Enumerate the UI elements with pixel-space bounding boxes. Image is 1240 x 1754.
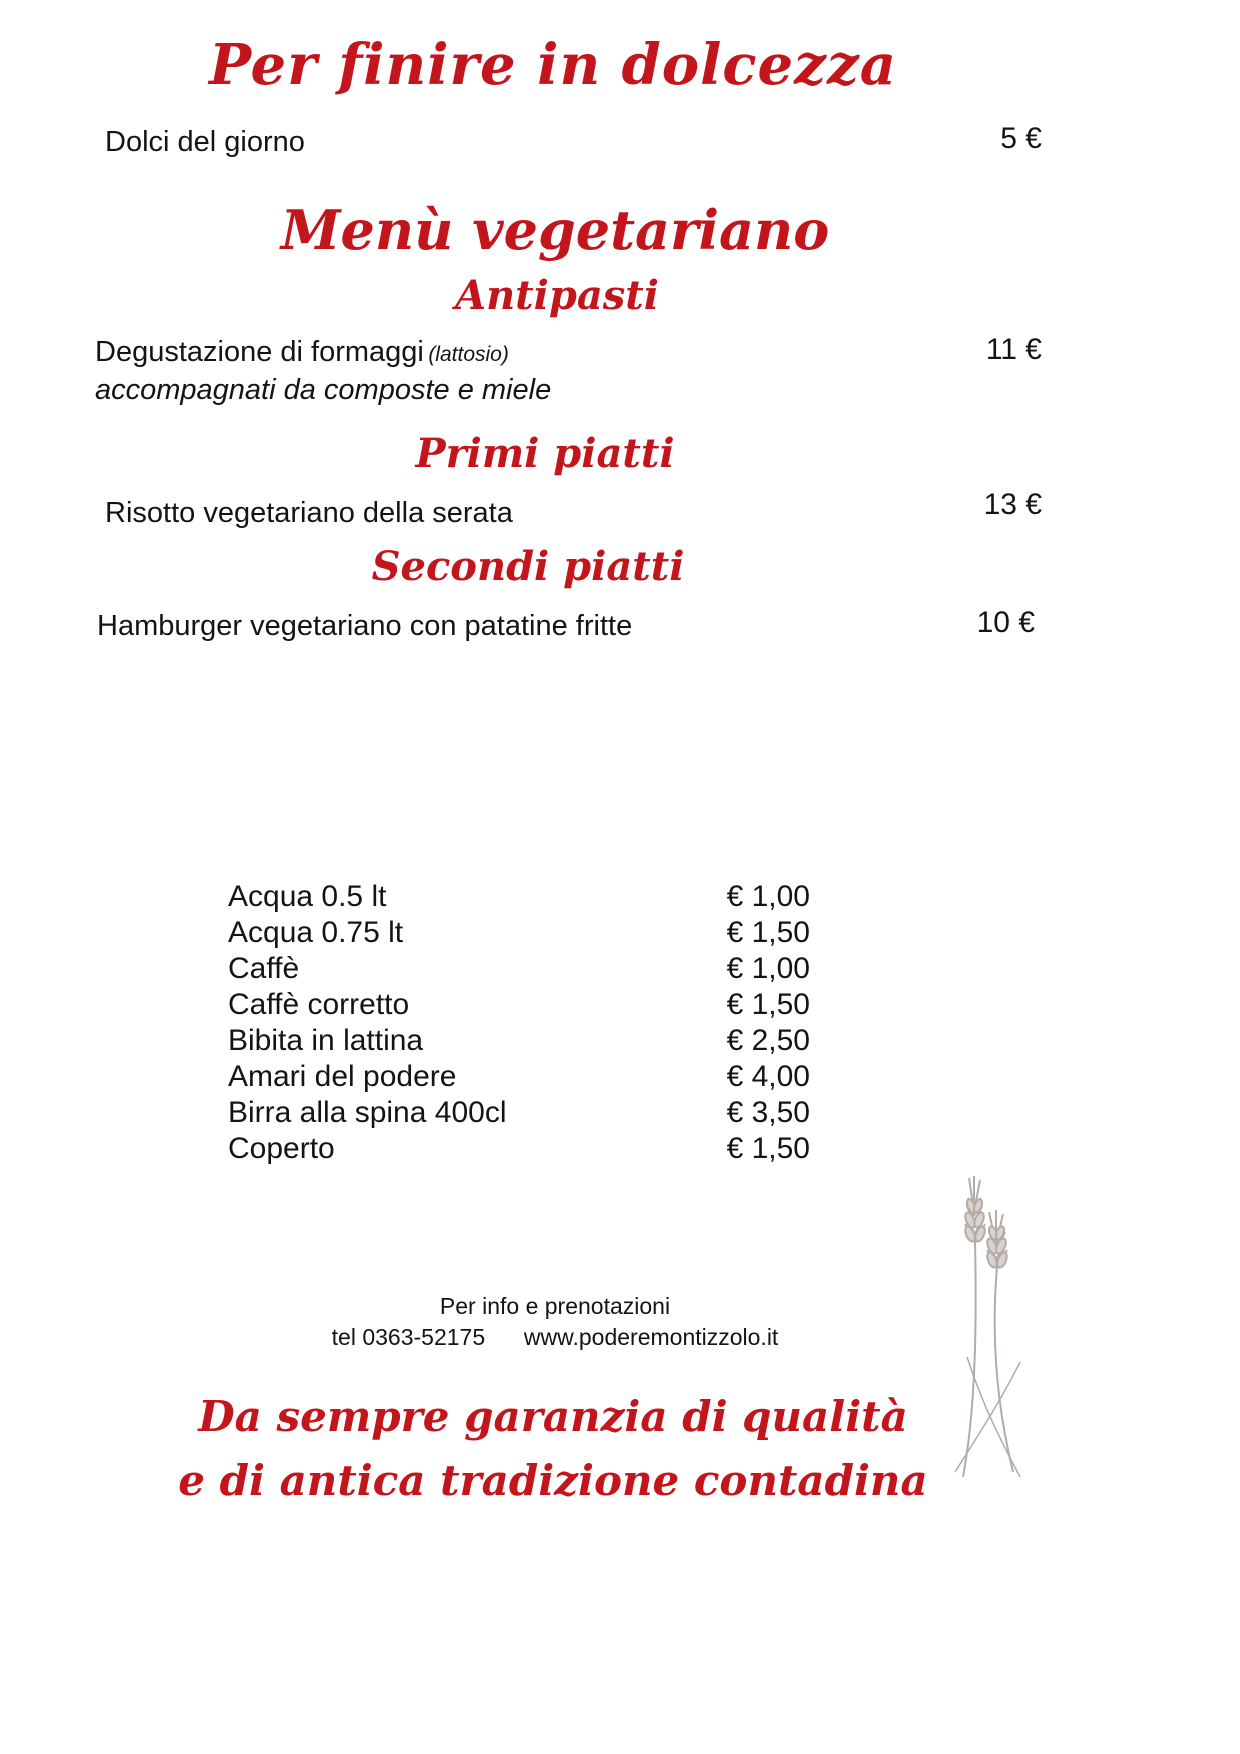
footer-info-line: Per info e prenotazioni <box>439 1293 671 1319</box>
list-item <box>228 880 810 916</box>
veg-secondi-heading: Secondi piatti <box>371 543 685 590</box>
drink-name: Coperto <box>228 1132 335 1165</box>
menu-item-note-lattosio: (lattosio) <box>428 343 509 366</box>
veg-antipasti-heading: Antipasti <box>455 272 659 319</box>
menu-item-price-degustazione: 11 € <box>985 333 1042 366</box>
veg-primi-heading: Primi piatti <box>415 430 675 477</box>
drink-price: € 1,50 <box>726 988 810 1021</box>
menu-item-price-risotto: 13 € <box>983 488 1042 521</box>
drink-name: Caffè <box>228 952 300 985</box>
list-item <box>228 1024 810 1060</box>
menu-item-degustazione <box>95 336 509 369</box>
drink-price: € 1,00 <box>726 952 810 985</box>
drink-price: € 1,50 <box>726 1132 810 1165</box>
menu-item-desc-degustazione: accompagnati da composte e miele <box>95 374 552 406</box>
drink-price: € 1,50 <box>726 916 810 949</box>
drink-name: Amari del podere <box>228 1060 457 1093</box>
menu-item-price-dolci: 5 € <box>1000 122 1042 155</box>
list-item <box>228 1096 810 1132</box>
wheat-icon <box>925 1172 1045 1482</box>
dessert-section-title: Per finire in dolcezza <box>208 32 898 98</box>
list-item <box>228 916 810 952</box>
veg-menu-title: Menù vegetariano <box>280 198 830 262</box>
menu-item-price-hamburger: 10 € <box>976 606 1035 639</box>
slogan-line-1: Da sempre garanzia di qualità <box>198 1392 908 1441</box>
list-item <box>228 1132 810 1168</box>
menu-item-name-dolci: Dolci del giorno <box>105 126 305 158</box>
drink-price: € 2,50 <box>726 1024 810 1057</box>
drink-name: Bibita in lattina <box>228 1024 424 1057</box>
drink-price: € 4,00 <box>726 1060 810 1093</box>
menu-item-name-risotto: Risotto vegetariano della serata <box>105 497 513 529</box>
list-item <box>228 988 810 1024</box>
drinks-price-list <box>228 880 810 1168</box>
drink-name: Caffè corretto <box>228 988 410 1021</box>
drink-name: Birra alla spina 400cl <box>228 1096 507 1129</box>
drink-price: € 3,50 <box>726 1096 810 1129</box>
wheat-illustration <box>925 1172 1045 1487</box>
drink-price: € 1,00 <box>726 880 810 913</box>
drink-name: Acqua 0.75 lt <box>228 916 404 949</box>
footer-website: www.poderemontizzolo.it <box>523 1324 779 1350</box>
list-item <box>228 1060 810 1096</box>
list-item <box>228 952 810 988</box>
menu-item-name-hamburger: Hamburger vegetariano con patatine fritte <box>97 610 633 642</box>
footer-phone: tel 0363-52175 <box>331 1324 486 1350</box>
menu-item-name-degustazione: Degustazione di formaggi <box>95 336 424 368</box>
slogan-line-2: e di antica tradizione contadina <box>178 1456 928 1505</box>
drink-name: Acqua 0.5 lt <box>228 880 387 913</box>
